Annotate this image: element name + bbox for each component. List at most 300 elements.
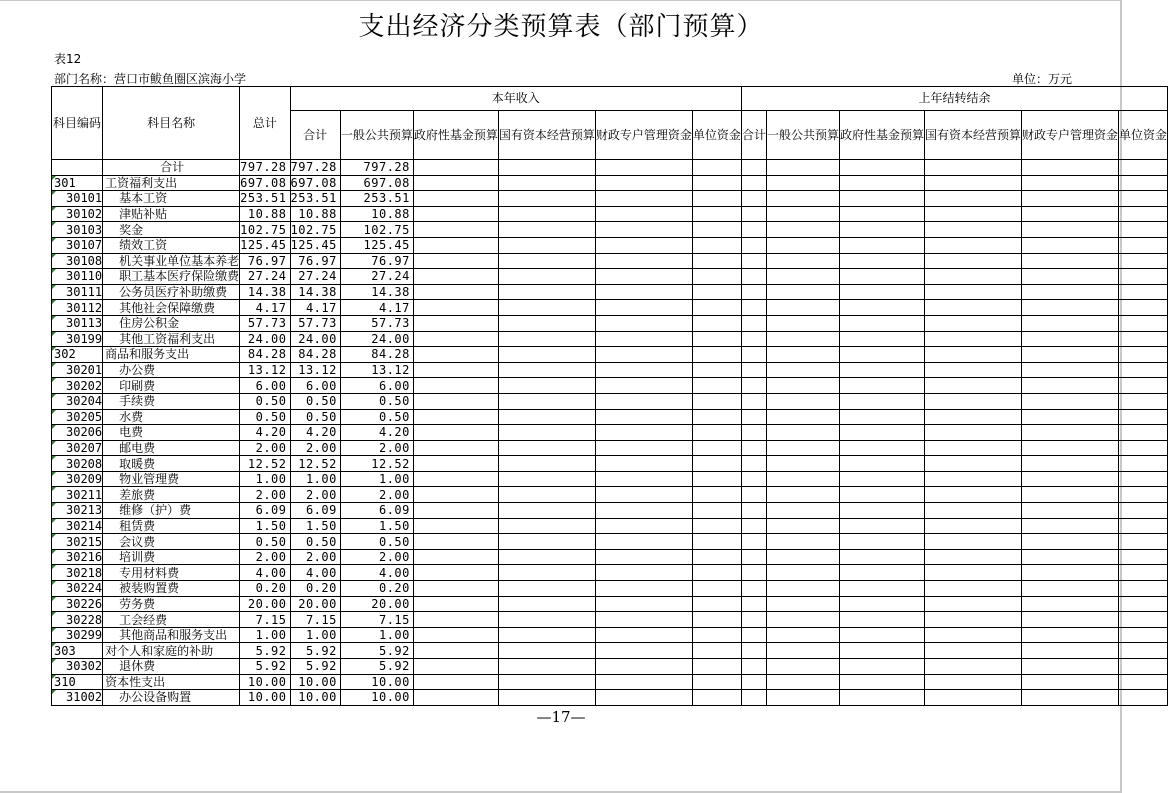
name-cell: 津贴补贴: [103, 206, 240, 222]
current-general-budget-cell: 125.45: [340, 237, 413, 253]
empty-cell: [692, 175, 741, 191]
empty-cell: [498, 565, 595, 581]
table-row: [52, 487, 1168, 503]
empty-cell: [766, 175, 839, 191]
empty-cell: [741, 659, 766, 675]
empty-cell: [413, 331, 498, 347]
code-cell: 30207: [52, 440, 103, 456]
empty-cell: [595, 549, 692, 565]
empty-cell: [924, 612, 1021, 628]
empty-cell: [595, 237, 692, 253]
empty-cell: [413, 487, 498, 503]
current-general-budget-cell: 10.00: [340, 690, 413, 706]
table-row: [52, 534, 1168, 550]
name-cell: 取暖费: [103, 456, 240, 472]
name-cell: 会议费: [103, 534, 240, 550]
code-cell: 30206: [52, 425, 103, 441]
total-cell: 20.00: [240, 596, 290, 612]
header-current-unit-funds: 单位资金: [692, 111, 741, 160]
empty-cell: [839, 425, 924, 441]
table-row: [52, 378, 1168, 394]
empty-cell: [692, 300, 741, 316]
empty-cell: [924, 518, 1021, 534]
empty-cell: [766, 690, 839, 706]
current-general-budget-cell: 5.92: [340, 659, 413, 675]
empty-cell: [741, 549, 766, 565]
name-cell: 其他商品和服务支出: [103, 627, 240, 643]
empty-cell: [766, 237, 839, 253]
empty-cell: [413, 315, 498, 331]
empty-cell: [595, 503, 692, 519]
empty-cell: [1119, 503, 1168, 519]
total-cell: 0.50: [240, 393, 290, 409]
name-cell: 劳务费: [103, 596, 240, 612]
current-general-budget-cell: 76.97: [340, 253, 413, 269]
empty-cell: [692, 581, 741, 597]
name-cell: 被装购置费: [103, 581, 240, 597]
empty-cell: [766, 627, 839, 643]
empty-cell: [498, 393, 595, 409]
current-general-budget-cell: 697.08: [340, 175, 413, 191]
code-cell: 30204: [52, 393, 103, 409]
empty-cell: [839, 471, 924, 487]
empty-cell: [1119, 690, 1168, 706]
empty-cell: [924, 237, 1021, 253]
empty-cell: [1022, 206, 1119, 222]
empty-cell: [692, 643, 741, 659]
empty-cell: [595, 425, 692, 441]
current-general-budget-cell: 84.28: [340, 347, 413, 363]
empty-cell: [1022, 269, 1119, 285]
code-cell: 30110: [52, 269, 103, 285]
empty-cell: [498, 331, 595, 347]
code-cell: [52, 160, 103, 176]
empty-cell: [498, 269, 595, 285]
page-number: —17—: [536, 708, 586, 726]
empty-cell: [413, 612, 498, 628]
header-current-year-income: 本年收入: [290, 87, 741, 111]
empty-cell: [413, 565, 498, 581]
empty-cell: [498, 471, 595, 487]
empty-cell: [1119, 518, 1168, 534]
name-cell: 商品和服务支出: [103, 347, 240, 363]
empty-cell: [741, 409, 766, 425]
empty-cell: [1022, 581, 1119, 597]
empty-cell: [839, 175, 924, 191]
current-sum-cell: 10.00: [290, 690, 340, 706]
empty-cell: [741, 253, 766, 269]
code-cell: 30218: [52, 565, 103, 581]
empty-cell: [766, 284, 839, 300]
empty-cell: [1119, 581, 1168, 597]
empty-cell: [498, 440, 595, 456]
empty-cell: [839, 534, 924, 550]
empty-cell: [741, 284, 766, 300]
code-cell: 30224: [52, 581, 103, 597]
empty-cell: [692, 425, 741, 441]
current-general-budget-cell: 797.28: [340, 160, 413, 176]
empty-cell: [595, 674, 692, 690]
empty-cell: [692, 674, 741, 690]
total-cell: 1.00: [240, 471, 290, 487]
empty-cell: [924, 393, 1021, 409]
empty-cell: [413, 471, 498, 487]
empty-cell: [924, 627, 1021, 643]
empty-cell: [839, 612, 924, 628]
empty-cell: [1022, 300, 1119, 316]
empty-cell: [595, 518, 692, 534]
empty-cell: [595, 315, 692, 331]
empty-cell: [924, 690, 1021, 706]
empty-cell: [741, 347, 766, 363]
current-general-budget-cell: 5.92: [340, 643, 413, 659]
empty-cell: [498, 222, 595, 238]
table-row: [52, 659, 1168, 675]
code-cell: 30211: [52, 487, 103, 503]
empty-cell: [692, 518, 741, 534]
empty-cell: [1022, 612, 1119, 628]
empty-cell: [1119, 565, 1168, 581]
empty-cell: [741, 503, 766, 519]
empty-cell: [924, 440, 1021, 456]
empty-cell: [692, 237, 741, 253]
code-cell: 30108: [52, 253, 103, 269]
empty-cell: [741, 175, 766, 191]
empty-cell: [1022, 503, 1119, 519]
table-row: [52, 331, 1168, 347]
total-cell: 14.38: [240, 284, 290, 300]
current-sum-cell: 4.17: [290, 300, 340, 316]
empty-cell: [839, 315, 924, 331]
name-cell: 职工基本医疗保险缴费: [103, 269, 240, 285]
code-cell: 30213: [52, 503, 103, 519]
table-row: [52, 425, 1168, 441]
total-cell: 125.45: [240, 237, 290, 253]
empty-cell: [692, 440, 741, 456]
empty-cell: [839, 253, 924, 269]
empty-cell: [413, 627, 498, 643]
empty-cell: [498, 378, 595, 394]
empty-cell: [1119, 440, 1168, 456]
table-row: [52, 393, 1168, 409]
empty-cell: [924, 191, 1021, 207]
code-cell: 30199: [52, 331, 103, 347]
empty-cell: [766, 565, 839, 581]
empty-cell: [839, 269, 924, 285]
empty-cell: [1022, 627, 1119, 643]
empty-cell: [1119, 284, 1168, 300]
current-sum-cell: 7.15: [290, 612, 340, 628]
code-cell: 30113: [52, 315, 103, 331]
table-row: [52, 269, 1168, 285]
table-row: [52, 549, 1168, 565]
empty-cell: [413, 253, 498, 269]
empty-cell: [692, 315, 741, 331]
empty-cell: [1119, 347, 1168, 363]
empty-cell: [1119, 393, 1168, 409]
empty-cell: [595, 284, 692, 300]
empty-cell: [741, 581, 766, 597]
empty-cell: [498, 237, 595, 253]
name-cell: 资本性支出: [103, 674, 240, 690]
current-sum-cell: 1.00: [290, 471, 340, 487]
code-cell: 30201: [52, 362, 103, 378]
name-cell: 差旅费: [103, 487, 240, 503]
name-cell: 手续费: [103, 393, 240, 409]
current-general-budget-cell: 24.00: [340, 331, 413, 347]
empty-cell: [741, 237, 766, 253]
empty-cell: [692, 362, 741, 378]
empty-cell: [692, 456, 741, 472]
current-general-budget-cell: 12.52: [340, 456, 413, 472]
total-cell: 10.00: [240, 674, 290, 690]
total-cell: 12.52: [240, 456, 290, 472]
header-prior-sum: 合计: [741, 111, 766, 160]
empty-cell: [766, 659, 839, 675]
empty-cell: [1022, 331, 1119, 347]
table-row: [52, 315, 1168, 331]
table-row: [52, 503, 1168, 519]
empty-cell: [924, 222, 1021, 238]
total-cell: 27.24: [240, 269, 290, 285]
current-sum-cell: 24.00: [290, 331, 340, 347]
empty-cell: [924, 362, 1021, 378]
header-current-sum: 合计: [290, 111, 340, 160]
empty-cell: [498, 643, 595, 659]
empty-cell: [1022, 347, 1119, 363]
table-row: [52, 222, 1168, 238]
header-code: 科目编码: [52, 87, 103, 160]
empty-cell: [741, 565, 766, 581]
table-row: [52, 627, 1168, 643]
current-sum-cell: 4.00: [290, 565, 340, 581]
current-general-budget-cell: 1.50: [340, 518, 413, 534]
empty-cell: [498, 503, 595, 519]
empty-cell: [498, 627, 595, 643]
code-cell: 301: [52, 175, 103, 191]
empty-cell: [924, 549, 1021, 565]
current-general-budget-cell: 0.50: [340, 409, 413, 425]
table-number: 表12: [54, 52, 82, 66]
empty-cell: [498, 596, 595, 612]
empty-cell: [1119, 315, 1168, 331]
empty-cell: [766, 315, 839, 331]
empty-cell: [839, 362, 924, 378]
budget-table: [51, 86, 1168, 706]
table-row: [52, 471, 1168, 487]
empty-cell: [595, 393, 692, 409]
empty-cell: [1119, 160, 1168, 176]
current-general-budget-cell: 4.00: [340, 565, 413, 581]
current-general-budget-cell: 10.88: [340, 206, 413, 222]
empty-cell: [692, 393, 741, 409]
empty-cell: [766, 409, 839, 425]
code-cell: 30228: [52, 612, 103, 628]
empty-cell: [766, 269, 839, 285]
empty-cell: [839, 222, 924, 238]
empty-cell: [741, 425, 766, 441]
empty-cell: [766, 393, 839, 409]
current-sum-cell: 0.50: [290, 393, 340, 409]
current-general-budget-cell: 2.00: [340, 549, 413, 565]
header-current-fund-budget: 政府性基金预算: [413, 111, 498, 160]
empty-cell: [839, 331, 924, 347]
name-cell: 退休费: [103, 659, 240, 675]
empty-cell: [498, 160, 595, 176]
total-cell: 5.92: [240, 659, 290, 675]
code-cell: 30226: [52, 596, 103, 612]
empty-cell: [741, 440, 766, 456]
empty-cell: [595, 612, 692, 628]
empty-cell: [413, 269, 498, 285]
name-cell: 物业管理费: [103, 471, 240, 487]
empty-cell: [924, 425, 1021, 441]
name-cell: 绩效工资: [103, 237, 240, 253]
empty-cell: [595, 331, 692, 347]
code-cell: 30107: [52, 237, 103, 253]
total-cell: 0.20: [240, 581, 290, 597]
empty-cell: [839, 237, 924, 253]
current-sum-cell: 0.50: [290, 409, 340, 425]
table-row: [52, 362, 1168, 378]
empty-cell: [692, 378, 741, 394]
table-row: [52, 581, 1168, 597]
empty-cell: [498, 315, 595, 331]
empty-cell: [413, 440, 498, 456]
current-general-budget-cell: 2.00: [340, 487, 413, 503]
current-sum-cell: 76.97: [290, 253, 340, 269]
current-sum-cell: 4.20: [290, 425, 340, 441]
empty-cell: [413, 347, 498, 363]
empty-cell: [692, 471, 741, 487]
empty-cell: [498, 549, 595, 565]
empty-cell: [1022, 425, 1119, 441]
current-general-budget-cell: 57.73: [340, 315, 413, 331]
total-cell: 1.00: [240, 627, 290, 643]
table-header: [52, 87, 1168, 160]
empty-cell: [924, 331, 1021, 347]
name-cell: 办公设备购置: [103, 690, 240, 706]
empty-cell: [741, 362, 766, 378]
empty-cell: [766, 425, 839, 441]
document-title: 支出经济分类预算表（部门预算）: [358, 12, 764, 42]
empty-cell: [413, 191, 498, 207]
empty-cell: [924, 456, 1021, 472]
empty-cell: [924, 284, 1021, 300]
empty-cell: [1119, 237, 1168, 253]
empty-cell: [595, 440, 692, 456]
empty-cell: [1119, 222, 1168, 238]
name-cell: 公务员医疗补助缴费: [103, 284, 240, 300]
empty-cell: [766, 362, 839, 378]
total-cell: 6.00: [240, 378, 290, 394]
empty-cell: [741, 627, 766, 643]
empty-cell: [595, 627, 692, 643]
name-cell: 机关事业单位基本养老: [103, 253, 240, 269]
empty-cell: [595, 456, 692, 472]
empty-cell: [839, 659, 924, 675]
empty-cell: [692, 534, 741, 550]
name-cell: 基本工资: [103, 191, 240, 207]
budget-table-container: [51, 86, 1168, 706]
empty-cell: [1119, 300, 1168, 316]
empty-cell: [413, 425, 498, 441]
empty-cell: [498, 456, 595, 472]
total-cell: 24.00: [240, 331, 290, 347]
empty-cell: [1022, 393, 1119, 409]
header-name: 科目名称: [103, 87, 240, 160]
empty-cell: [595, 160, 692, 176]
empty-cell: [924, 565, 1021, 581]
empty-cell: [1022, 175, 1119, 191]
empty-cell: [498, 674, 595, 690]
total-cell: 5.92: [240, 643, 290, 659]
empty-cell: [766, 222, 839, 238]
empty-cell: [766, 612, 839, 628]
empty-cell: [413, 456, 498, 472]
empty-cell: [924, 409, 1021, 425]
empty-cell: [924, 253, 1021, 269]
empty-cell: [839, 581, 924, 597]
empty-cell: [413, 674, 498, 690]
header-current-state-capital-budget: 国有资本经营预算: [498, 111, 595, 160]
empty-cell: [692, 409, 741, 425]
current-sum-cell: 13.12: [290, 362, 340, 378]
empty-cell: [839, 565, 924, 581]
total-cell: 6.09: [240, 503, 290, 519]
total-cell: 57.73: [240, 315, 290, 331]
code-cell: 30299: [52, 627, 103, 643]
empty-cell: [413, 300, 498, 316]
empty-cell: [741, 222, 766, 238]
empty-cell: [1022, 596, 1119, 612]
empty-cell: [1119, 409, 1168, 425]
empty-cell: [692, 659, 741, 675]
empty-cell: [413, 393, 498, 409]
empty-cell: [413, 534, 498, 550]
name-cell: 住房公积金: [103, 315, 240, 331]
empty-cell: [692, 331, 741, 347]
empty-cell: [595, 175, 692, 191]
empty-cell: [839, 549, 924, 565]
empty-cell: [1119, 471, 1168, 487]
empty-cell: [692, 690, 741, 706]
current-general-budget-cell: 0.50: [340, 534, 413, 550]
empty-cell: [595, 581, 692, 597]
empty-cell: [413, 175, 498, 191]
empty-cell: [766, 206, 839, 222]
code-cell: 30209: [52, 471, 103, 487]
current-sum-cell: 2.00: [290, 440, 340, 456]
table-row: [52, 175, 1168, 191]
empty-cell: [1022, 549, 1119, 565]
empty-cell: [924, 471, 1021, 487]
empty-cell: [595, 596, 692, 612]
empty-cell: [741, 596, 766, 612]
empty-cell: [692, 596, 741, 612]
empty-cell: [741, 191, 766, 207]
empty-cell: [498, 659, 595, 675]
empty-cell: [498, 253, 595, 269]
table-row: [52, 300, 1168, 316]
total-cell: 1.50: [240, 518, 290, 534]
empty-cell: [839, 643, 924, 659]
code-cell: 30216: [52, 549, 103, 565]
empty-cell: [839, 596, 924, 612]
empty-cell: [413, 284, 498, 300]
empty-cell: [692, 160, 741, 176]
empty-cell: [1119, 612, 1168, 628]
